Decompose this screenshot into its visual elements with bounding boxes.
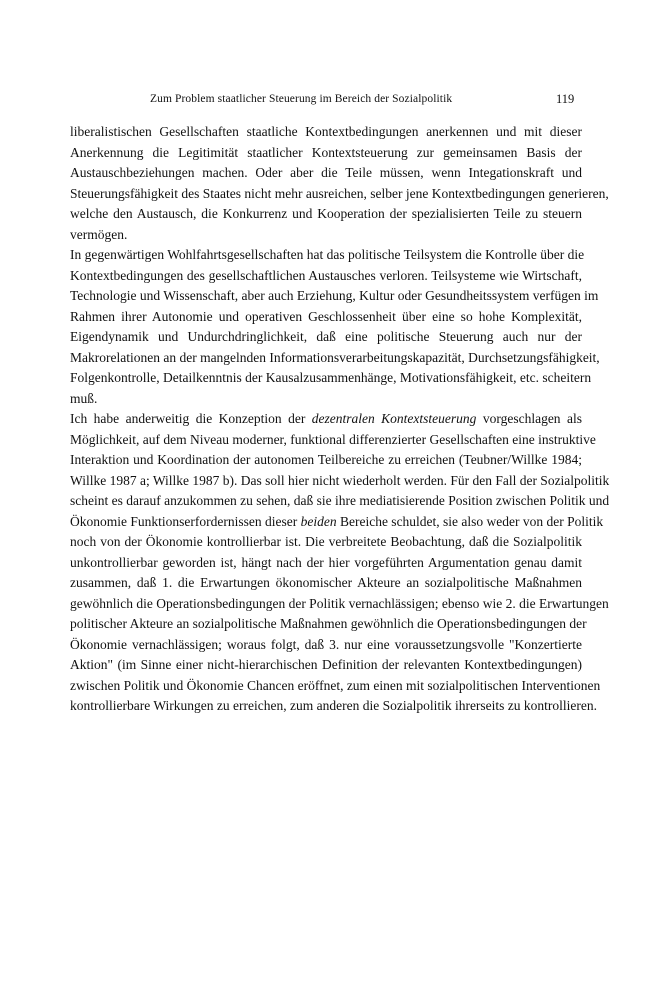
emphasized-text: beiden — [300, 513, 337, 529]
line-text: politischer Akteure an sozialpolitische Maßnahmen gewöhnlich die Operationsbedingungen der — [70, 616, 587, 631]
line-text: In gegenwärtigen Wohlfahrtsgesellschaften hat das politische Teilsystem die Kontrolle über die — [70, 247, 585, 262]
line-text: Ökonomie vernachlässigen; woraus folgt, daß 3. nur eine voraussetzungsvolle "Konzertierte — [70, 636, 582, 652]
body-line — [70, 635, 582, 656]
line-text: unkontrollierbar geworden ist, hängt nach der hier vorgeführten Argumentation genau damit — [70, 554, 582, 570]
line-text: Rahmen ihrer Autonomie und operativen Geschlossenheit über eine so hohe Komplexität, — [70, 308, 582, 324]
body-line — [70, 553, 582, 574]
body-line — [70, 307, 582, 328]
line-text: liberalistischen Gesellschaften staatliche Kontextbedingungen anerkennen und mit dieser — [70, 124, 582, 139]
line-text: kontrollierbare Wirkungen zu erreichen, zum anderen die Sozialpolitik ihrerseits zu kontrollieren. — [70, 698, 598, 713]
line-text: Austauschbeziehungen machen. Oder aber die Teile müssen, wenn Integationskraft und — [70, 165, 582, 180]
body-line — [70, 471, 610, 492]
body-line — [70, 348, 600, 369]
line-text: vorgeschlagen als — [476, 411, 582, 426]
line-text: welche den Austausch, die Konkurrenz und Kooperation der spezialisierten Teile zu steuern — [70, 206, 582, 221]
body-line — [70, 594, 609, 615]
line-text: Steuerungsfähigkeit des Staates nicht mehr ausreichen, selber jene Kontextbedingungen generieren, — [70, 185, 609, 201]
line-text: Ich habe anderweitig die Konzeption der — [70, 411, 312, 426]
body-line — [70, 122, 582, 143]
line-text: Ökonomie Funktionserfordernissen dieser — [70, 513, 301, 529]
page-number: 119 — [556, 92, 575, 106]
body-line — [70, 696, 598, 717]
body-line — [70, 573, 582, 594]
line-text: muß. — [70, 390, 98, 406]
body-line — [70, 389, 582, 410]
line-text: Kontextbedingungen des gesellschaftlichen Austausches verloren. Teilsysteme wie Wirtschaft, — [70, 267, 582, 283]
body-line — [70, 655, 582, 676]
body-line — [70, 143, 582, 164]
line-text: zwischen Politik und Ökonomie Chancen eröffnet, zum einen mit sozialpolitischen Interventionen — [70, 677, 601, 693]
body-line — [70, 368, 592, 389]
body-line — [70, 225, 582, 246]
line-text: gewöhnlich die Operationsbedingungen der Politik vernachlässigen; ebenso wie 2. die Erwartungen — [70, 595, 609, 611]
body-line — [70, 204, 582, 225]
body-line — [70, 614, 587, 635]
body-line — [70, 532, 582, 553]
line-text: Folgenkontrolle, Detailkenntnis der Kausalzusammenhänge, Motivationsfähigkeit, etc. scheitern — [70, 370, 592, 385]
line-text: Eigendynamik und Undurchdringlichkeit, daß eine politische Steuerung auch nur der — [70, 329, 582, 344]
body-line — [70, 409, 582, 430]
running-header-title: Zum Problem staatlicher Steuerung im Bereich der Sozialpolitik — [150, 93, 453, 105]
emphasized-text: dezentralen Kontextsteuerung — [311, 411, 477, 426]
line-text: Möglichkeit, auf dem Niveau moderner, funktional differenzierter Gesellschaften eine instruktive — [70, 431, 596, 447]
body-line — [70, 450, 582, 471]
body-line — [70, 184, 609, 205]
body-line — [70, 327, 582, 348]
line-text: Willke 1987 a; Willke 1987 b). Das soll hier nicht wiederholt werden. Für den Fall der Sozialpolitik — [70, 472, 610, 488]
body-line — [70, 266, 582, 287]
line-text: zusammen, daß 1. die Erwartungen ökonomischer Akteure an sozialpolitische Maßnahmen — [70, 575, 582, 590]
line-text: Anerkennung die Legitimität staatlicher Kontextsteuerung zur gemeinsamen Basis der — [70, 144, 582, 160]
line-text: noch von der Ökonomie kontrollierbar ist. Die verbreitete Beobachtung, daß die Sozialpolitik — [70, 534, 582, 549]
body-text — [70, 122, 610, 717]
line-text: Bereiche schuldet, sie also weder von der Politik — [336, 513, 604, 529]
body-line — [70, 512, 604, 533]
line-text: vermögen. — [70, 226, 128, 242]
line-text: scheint es darauf anzukommen zu sehen, daß sie ihre mediatisierende Position zwischen Politik und — [70, 493, 610, 508]
line-text: Interaktion und Koordination der autonomen Teilbereiche zu erreichen (Teubner/Willke 1984; — [70, 452, 582, 467]
body-line — [70, 430, 596, 451]
body-line — [70, 676, 601, 697]
line-text: Technologie und Wissenschaft, aber auch Erziehung, Kultur oder Gesundheitssystem verfügen im — [70, 288, 599, 303]
body-line — [70, 491, 610, 512]
body-line — [70, 163, 582, 184]
body-line — [70, 245, 585, 266]
line-text: Makrorelationen an der mangelnden Informationsverarbeitungskapazität, Durchsetzungsfähigkeit, — [70, 349, 600, 365]
body-line — [70, 286, 599, 307]
line-text: Aktion" (im Sinne einer nicht-hierarchischen Definition der relevanten Kontextbedingungen) — [70, 657, 582, 672]
